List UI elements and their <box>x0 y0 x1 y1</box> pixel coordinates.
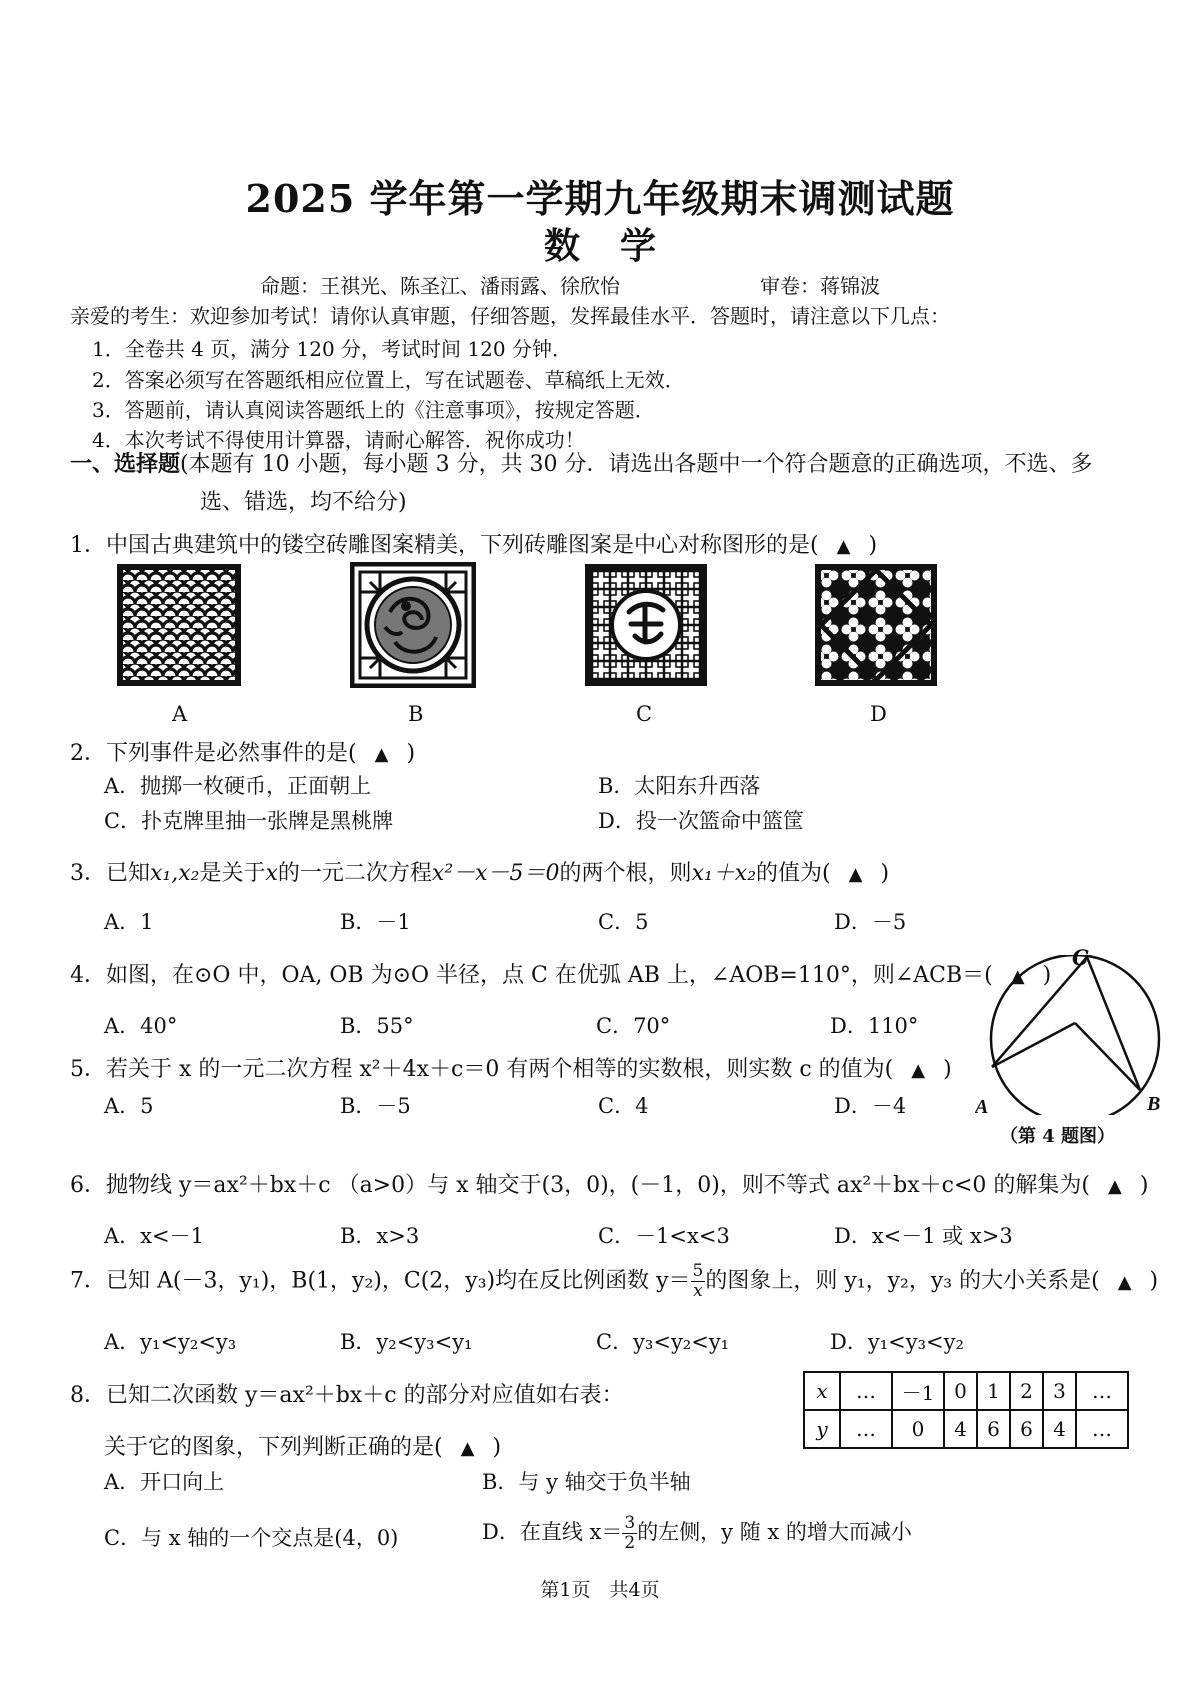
answer-mark: ▲ <box>374 744 389 765</box>
q7-option-b: B．y₂<y₃<y₁ <box>340 1330 473 1354</box>
q7-stem: 7．已知 A(－3，y₁)，B(1，y₂)，C(2，y₃)均在反比例函数 y＝ $\frac{5}{x}$ 的图象上，则 y₁，y₂，y₃ 的大小关系是( ▲ ) <box>70 1261 1159 1301</box>
q8-option-d: D．在直线 x＝ $\frac{3}{2}$ 的左侧，y 随 x 的增大而减小 <box>482 1513 912 1553</box>
q1-pattern-b <box>350 562 476 688</box>
q4-option-c: C．70° <box>596 1014 671 1038</box>
q8-option-b: B．与 y 轴交于负半轴 <box>482 1470 691 1494</box>
q1-label-a: A <box>172 702 188 726</box>
note-4: 4．本次考试不得使用计算器，请耐心解答．祝你成功！ <box>92 428 585 452</box>
q1-pattern-d <box>813 562 939 688</box>
q4-option-d: D．110° <box>830 1014 919 1038</box>
q4-figure <box>975 955 1170 1115</box>
subject-title: 数学 <box>543 225 696 267</box>
q4-label-a: A <box>975 1096 989 1115</box>
q1-label-c: C <box>636 702 653 726</box>
answer-mark: ▲ <box>836 536 851 557</box>
q4-figure-caption: （第 4 题图） <box>1000 1126 1116 1147</box>
note-1: 1．全卷共 4 页，满分 120 分，考试时间 120 分钟． <box>92 337 572 361</box>
answer-mark: ▲ <box>1107 1176 1122 1197</box>
reviewer-line: 审卷：蒋锦波 <box>760 274 880 298</box>
q5-option-d: D．－4 <box>834 1094 907 1118</box>
q8-value-table <box>803 1371 1129 1449</box>
page-footer: 第1页 共4页 <box>540 1579 660 1601</box>
q2-option-b: B．太阳东升西落 <box>598 774 761 798</box>
q4-label-c: C <box>1072 945 1089 970</box>
intro-text: 亲爱的考生：欢迎参加考试！请你认真审题，仔细答题，发挥最佳水平．答题时，请注意以下几点： <box>70 304 950 328</box>
note-2: 2．答案必须写在答题纸相应位置上，写在试题卷、草稿纸上无效． <box>92 368 685 392</box>
q1-stem: 1．中国古典建筑中的镂空砖雕图案精美，下列砖雕图案是中心对称图形的是( ▲ ) <box>70 533 878 558</box>
answer-mark: ▲ <box>848 864 863 885</box>
section-heading: 一、选择题(本题有 10 小题，每小题 3 分，共 30 分．请选出各题中一个符合题意的正确选项，不选、多 <box>70 451 1093 477</box>
authors-line: 命题：王祺光、陈圣江、潘雨露、徐欣怡 <box>260 274 620 298</box>
q6-option-b: B．x>3 <box>340 1224 420 1248</box>
answer-mark: ▲ <box>1010 966 1025 987</box>
q6-option-a: A．x<－1 <box>104 1224 204 1248</box>
q6-stem: 6．抛物线 y＝ax²＋bx＋c （a>0）与 x 轴交于(3，0)，(－1，0)，则不等式 ax²＋bx＋c<0 的解集为( ▲ ) <box>70 1173 1149 1198</box>
q5-stem: 5．若关于 x 的一元二次方程 x²＋4x＋c＝0 有两个相等的实数根，则实数 c 的值为( ▲ ) <box>70 1057 952 1082</box>
q6-option-c: C．－1<x<3 <box>598 1224 730 1248</box>
q5-option-c: C．4 <box>598 1094 649 1118</box>
exam-title: 2025 学年第一学期九年级期末调测试题 <box>245 176 955 221</box>
q2-stem: 2．下列事件是必然事件的是( ▲ ) <box>70 741 416 766</box>
answer-mark: ▲ <box>911 1060 926 1081</box>
q4-option-b: B．55° <box>340 1014 414 1038</box>
q8-option-c: C．与 x 轴的一个交点是(4，0) <box>104 1526 399 1550</box>
q3-option-c: C．5 <box>598 910 649 934</box>
answer-mark: ▲ <box>460 1438 475 1459</box>
q5-option-a: A．5 <box>104 1094 154 1118</box>
q1-pattern-a <box>115 562 243 688</box>
q2-option-c: C．扑克牌里抽一张牌是黑桃牌 <box>104 809 394 833</box>
q1-pattern-c <box>583 562 709 688</box>
q3-option-a: A．1 <box>104 910 154 934</box>
q8-stem: 8．已知二次函数 y＝ax²＋bx＋c 的部分对应值如右表： <box>70 1383 624 1408</box>
q7-fraction: $\frac{5}{x}$ <box>692 1261 704 1301</box>
q7-option-a: A．y₁<y₂<y₃ <box>104 1330 237 1354</box>
q2-option-d: D．投一次篮命中篮筐 <box>598 809 804 833</box>
q8-fraction: $\frac{3}{2}$ <box>624 1513 636 1553</box>
section-desc-cont: 选、错选，均不给分) <box>200 490 407 515</box>
q4-label-b: B <box>1147 1093 1161 1115</box>
q7-option-d: D．y₁<y₃<y₂ <box>830 1330 964 1354</box>
q8-option-a: A．开口向上 <box>104 1470 225 1494</box>
q3-option-d: D．－5 <box>834 910 907 934</box>
q8-stem-2: 关于它的图象，下列判断正确的是( ▲ ) <box>104 1435 502 1460</box>
q3-option-b: B．－1 <box>340 910 411 934</box>
table-row: x … －1 0 1 2 3 … <box>804 1372 1128 1410</box>
table-row: y … 0 4 6 6 4 … <box>804 1410 1128 1448</box>
q1-label-b: B <box>408 702 424 726</box>
q7-option-c: C．y₃<y₂<y₁ <box>596 1330 730 1354</box>
q4-option-a: A．40° <box>104 1014 178 1038</box>
answer-mark: ▲ <box>1117 1271 1132 1293</box>
note-3: 3．答题前，请认真阅读答题纸上的《注意事项》，按规定答题． <box>92 398 655 422</box>
q4-stem: 4．如图，在⊙O 中，OA, OB 为⊙O 半径，点 C 在优弧 AB 上，∠AOB=110°，则∠ACB＝( ▲ ) <box>70 963 1052 988</box>
q6-option-d: D．x<－1 或 x>3 <box>834 1224 1013 1248</box>
q2-option-a: A．抛掷一枚硬币，正面朝上 <box>104 774 372 798</box>
q5-option-b: B．－5 <box>340 1094 411 1118</box>
q1-label-d: D <box>870 702 887 726</box>
q3-stem: 3．已知x₁,x₂是关于x的一元二次方程x²－x－5＝0的两个根，则x₁＋x₂的值为( ▲ ) <box>70 861 890 886</box>
